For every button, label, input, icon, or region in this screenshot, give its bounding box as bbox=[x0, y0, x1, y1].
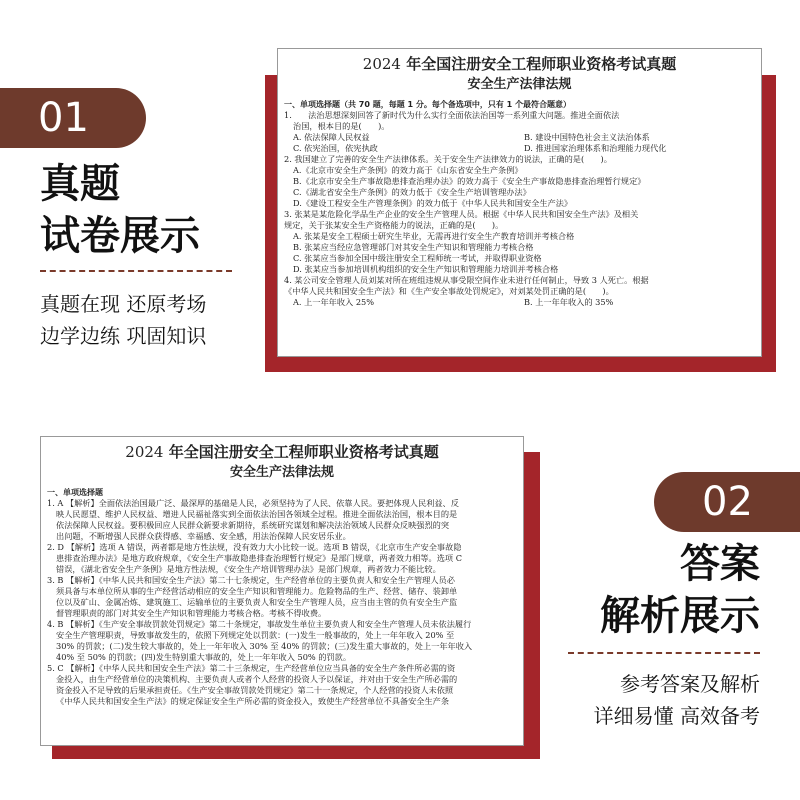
paper-option: A. 上一年年收入 25% bbox=[293, 297, 375, 307]
paper-text-line: B. 张某应当经应急管理部门对其安全生产知识和管理能力考核合格 bbox=[293, 242, 534, 252]
right-slogan bbox=[594, 668, 760, 732]
left-slogan-line-1: 真题在现 还原考场 bbox=[40, 292, 207, 316]
paper-option: B. 上一年年收入的 35% bbox=[524, 297, 614, 307]
paper-text-line: 40% 至 50% 的罚款；(四)发生特别重大事故的，处上一年年收入 50% 的罚款。 bbox=[56, 652, 352, 662]
paper-text-line: B.《北京市安全生产事故隐患排查治理办法》的效力高于《安全生产事故隐患排查治理暂行规定》 bbox=[293, 176, 646, 186]
right-heading bbox=[600, 538, 760, 642]
paper-text-line: 1. 法治思想深刻回答了新时代为什么实行全面依法治国等一系列重大问题。推进全面依法 bbox=[284, 110, 620, 120]
answer-paper-subtitle: 安全生产法律法规 bbox=[229, 465, 334, 480]
exam-paper-preview bbox=[277, 48, 762, 357]
paper-text-line: 1. A 【解析】全面依法治国最广泛、最深厚的基础是人民，必须坚持为了人民、依靠人民。要把体现人民利益、反 bbox=[47, 498, 459, 508]
answer-paper-preview bbox=[40, 436, 524, 746]
paper-text-line: 出问题，不断增强人民群众获得感、幸福感、安全感，用法治保障人民安居乐业。 bbox=[56, 531, 351, 541]
paper-option-row bbox=[284, 297, 755, 308]
answer-paper-body bbox=[47, 498, 517, 707]
right-divider bbox=[568, 652, 760, 654]
exam-paper-subtitle: 安全生产法律法规 bbox=[467, 77, 572, 92]
paper-text-line: C. 张某应当参加全国中级注册安全工程师统一考试，并取得职业资格 bbox=[293, 253, 542, 263]
section-number-02: 02 bbox=[654, 472, 800, 532]
paper-text-line: 规定，关于张某安全生产资格能力的说法，正确的是( )。 bbox=[284, 220, 504, 230]
paper-text-line: 金投入，由生产经营单位的决策机构、主要负责人或者个人经营的投资人予以保证，并对由于安全生产所必需的 bbox=[56, 674, 458, 684]
paper-text-line: 督管理职责的部门对其安全生产知识和管理能力考核合格。考核不得收费。 bbox=[56, 608, 327, 618]
paper-text-line: 2. 我国建立了完善的安全生产法律体系。关于安全生产法律效力的说法，正确的是( )。 bbox=[284, 154, 612, 164]
left-heading-line-1: 真题 bbox=[40, 161, 120, 207]
paper-text-line: 依法保障人民权益。要积极回应人民群众新要求新期待，系统研究谋划和解决法治领域人民群众反映强烈的突 bbox=[56, 520, 450, 530]
paper-option-row bbox=[284, 132, 755, 143]
paper-text-line: C.《湖北省安全生产条例》的效力低于《安全生产培训管理办法》 bbox=[293, 187, 531, 197]
exam-paper-title: 2024 年全国注册安全工程师职业资格考试真题 bbox=[362, 55, 677, 73]
paper-text-line: 4. 某公司安全管理人员刘某对所在班组违规从事受限空间作业未进行任何制止，导致 3 人死亡。根据 bbox=[284, 275, 649, 285]
answer-paper-title: 2024 年全国注册安全工程师职业资格考试真题 bbox=[125, 443, 439, 461]
paper-text-line: 映人民愿望、维护人民权益、增进人民福祉落实到全面依法治国各领域全过程。推进全面依法治国，根本目的是 bbox=[56, 509, 458, 519]
paper-text-line: D.《建设工程安全生产管理条例》的效力低于《中华人民共和国安全生产法》 bbox=[293, 198, 573, 208]
left-slogan-line-2: 边学边练 巩固知识 bbox=[40, 324, 207, 348]
left-heading-line-2: 试卷展示 bbox=[40, 213, 200, 259]
paper-text-line: 位以及矿山、金属冶炼、建筑施工、运输单位的主要负责人和安全生产管理人员，应当由主管的负有安全生产监 bbox=[56, 597, 458, 607]
right-heading-line-1: 答案 bbox=[680, 541, 760, 587]
answer-paper-section: 一、单项选择题 bbox=[47, 488, 103, 497]
paper-text-line: 3. B 【解析】《中华人民共和国安全生产法》第二十七条规定，生产经营单位的主要负责人和安全生产管理人员必 bbox=[47, 575, 455, 585]
paper-text-line: 资金投入不足导致的后果承担责任。《生产安全事故罚款处罚规定》第二十一条规定，个人经营的投资人未依照 bbox=[56, 685, 454, 695]
paper-text-line: 治国，根本目的是( )。 bbox=[293, 121, 390, 131]
paper-text-line: A. 张某是安全工程硕士研究生毕业，无需再进行安全生产教育培训并考核合格 bbox=[293, 231, 575, 241]
paper-text-line: 须具备与本单位所从事的生产经营活动相应的安全生产知识和管理能力。危险物品的生产、经营、储存、装卸单 bbox=[56, 586, 458, 596]
paper-text-line: A.《北京市安全生产条例》的效力高于《山东省安全生产条例》 bbox=[293, 165, 523, 175]
section-number-01: 01 bbox=[0, 88, 146, 148]
paper-text-line: 3. 张某是某危险化学品生产企业的安全生产管理人员。根据《中华人民共和国安全生产法》及相关 bbox=[284, 209, 639, 219]
paper-text-line: 5. C 【解析】《中华人民共和国安全生产法》第二十三条规定，生产经营单位应当具备的安全生产条件所必需的资 bbox=[47, 663, 456, 673]
paper-option: A. 依法保障人民权益 bbox=[293, 132, 370, 142]
paper-option: B. 建设中国特色社会主义法治体系 bbox=[524, 132, 650, 142]
paper-text-line: 安全生产管理职责，导致事故发生的，依照下列规定处以罚款：(一)发生一般事故的，处上一年年收入 20% 至 bbox=[56, 630, 455, 640]
paper-option: C. 依宪治国，依宪执政 bbox=[293, 143, 378, 153]
paper-text-line: 错误，《湖北省安全生产条例》是地方性法规，《安全生产培训管理办法》是部门规章，两者效力不能比较。 bbox=[56, 564, 441, 574]
paper-text-line: 患排查治理办法》是地方政府规章，《安全生产事故隐患排查治理暂行规定》是部门规章，两者效力相等。选项 C bbox=[56, 553, 462, 563]
paper-text-line: 2. D 【解析】选项 A 错误，两者都是地方性法规，没有效力大小比较一说。选项 B 错误，《北京市生产安全事故隐 bbox=[47, 542, 462, 552]
right-heading-line-2: 解析展示 bbox=[600, 593, 760, 639]
right-slogan-line-2: 详细易懂 高效备考 bbox=[593, 704, 760, 728]
paper-text-line: 《中华人民共和国安全生产法》和《生产安全事故处罚规定》，对刘某处罚正确的是( )。 bbox=[284, 286, 614, 296]
exam-paper-body bbox=[284, 110, 755, 308]
paper-text-line: 《中华人民共和国安全生产法》的规定保证安全生产所必需的资金投入，致使生产经营单位不具备安全生产条 bbox=[56, 696, 450, 706]
paper-text-line: 4. B 【解析】《生产安全事故罚款处罚规定》第二十条规定，事故发生单位主要负责人和安全生产管理人员未依法履行 bbox=[47, 619, 472, 629]
left-heading bbox=[40, 158, 200, 262]
left-slogan bbox=[40, 288, 206, 352]
right-slogan-line-1: 参考答案及解析 bbox=[620, 672, 760, 696]
paper-text-line: D. 张某应当参加培训机构组织的安全生产知识和管理能力培训并考核合格 bbox=[293, 264, 559, 274]
exam-paper-section: 一、单项选择题（共 70 题，每题 1 分。每个备选项中，只有 1 个最符合题意） bbox=[284, 100, 571, 109]
left-divider bbox=[40, 270, 232, 272]
paper-option: D. 推进国家治理体系和治理能力现代化 bbox=[524, 143, 667, 153]
paper-option-row bbox=[284, 143, 755, 154]
paper-text-line: 30% 的罚款；(二)发生较大事故的，处上一年年收入 30% 至 40% 的罚款；(三)发生重大事故的，处上一年年收入 bbox=[56, 641, 473, 651]
